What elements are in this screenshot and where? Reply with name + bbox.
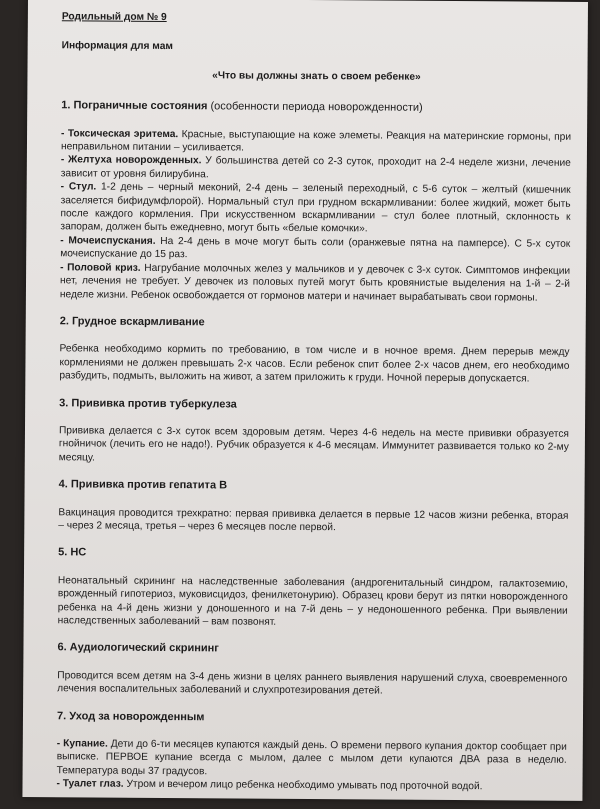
section-text: Ребенка необходимо кормить по требованию, в том числе и в ночное время. Днем перерыв между кормлениями не должен превышать 2-х часов. Если ребенок спит более 2-х часов днем, его необходимо разбудить, подмыть, выложить на живот, а затем приложить к груди. Ночной перерыв допускается. xyxy=(59,343,570,385)
section-title: 5. НС xyxy=(58,546,87,559)
info-heading: Информация для мам xyxy=(61,40,173,53)
section-text: Прививка делается с 3-х суток всем здоровым детям. Через 4-6 недель на месте прививки образуется гнойничок (лечить его не надо!). Рубчик образуется к 4-6 месяцам. Иммунитет развивается только ко 2-му месяцу. xyxy=(58,425,570,464)
paragraph-bathing: - Купание. Дети до 6-ти месяцев купаются каждый день. О времени первого купания доктор сообщает при выписке. ПЕРВОЕ купание всегда с мылом, далее с мылом дети купаются ДВА раза в неделю. Температура воды 37 градусов. xyxy=(56,738,567,778)
section-title: 4. Прививка против гепатита В xyxy=(58,478,228,492)
paragraph-urination: - Мочеиспускания. На 2-4 день в моче могут быть соли (оранжевые пятна на памперсе). С 5-х суток мочеиспускание до 15 раз. xyxy=(60,235,571,261)
section-title: 6. Аудиологический скрининг xyxy=(57,641,219,655)
section-title: 7. Уход за новорожденным xyxy=(56,709,205,723)
paragraph-eye-care: - Туалет глаз. Утром и вечером лицо ребенка необходимо умывать под проточной водой. xyxy=(56,778,483,793)
section-newborn-care xyxy=(56,710,567,795)
paragraph-sexual-crisis: - Половой криз. Нагрубание молочных желез у мальчиков и у девочек с 3-х суток. Симптомов инфекции нет, лечения не требует. У девочек из половых путей могут быть кровянистые выделения на 1-й – 2-й неделе жизни. Ребенок освобождается от гормонов матери и начинает вырабатывать свои гормоны. xyxy=(59,261,571,304)
section-title: 1. Пограничные состояния (особенности периода новорожденности) xyxy=(61,99,423,115)
section-text: Вакцинация проводится трехкратно: первая прививка делается в первые 12 часов жизни ребенка, вторая – через 2 месяца, третья – через 6 месяцев после первой. xyxy=(58,506,569,534)
section-tuberculosis-vaccine xyxy=(59,397,569,468)
paragraph-jaundice: - Желтуха новорожденных. У большинства детей со 2-3 суток, проходит на 2-4 неделе жизни, лечение зависит от уровня билирубина. xyxy=(60,154,571,181)
document-content xyxy=(56,10,572,808)
paragraph-toxic-erythema: - Токсическая эритема. Красные, выступающие на коже элеметы. Реакция на материнские гормоны, при неправильном питании – усиливается. xyxy=(60,127,572,154)
document-subtitle: «Что вы должны знать о своем ребенке» xyxy=(212,70,421,83)
section-text: Проводится всем детям на 3-4 день жизни в целях раннего выявления нарушений слуха, своевременного лечения воспалительных заболеваний и слухпротезирования детей. xyxy=(57,670,568,697)
section-neonatal-screening xyxy=(58,547,569,632)
section-borderline-states xyxy=(60,99,571,304)
document-page xyxy=(22,0,588,801)
organization-name: Родильный дом № 9 xyxy=(61,11,167,24)
paragraph-stool: - Стул. 1-2 день – черный меконий, 2-4 день – зеленый переходный, с 5-6 суток – желтый (кишечник заселяется бифидумфлорой). Нормальный стул при грудном вскармливании: более жидкий, может быть после каждого кормления. При искусственном вскармливании – стул более плотный, склонность к запорам, должен быть ежедневно, могут быть «белые комочки». xyxy=(60,181,571,235)
section-title: 3. Прививка против туберкулеза xyxy=(59,396,237,411)
section-audiological-screening xyxy=(57,642,567,700)
section-text: Неонатальный скрининг на наследственные заболевания (андрогенитальный синдром, галактоземию, врожденный гипотериоз, муковисцидоз, фенилкетонурию). Образец крови берут из пятки новорожденного ребенка на 4-й день жизни у доношенного и на 7-й день – у недоношенного ребенка. При выявлении наследственных заболеваний – вам позвонят. xyxy=(57,575,568,628)
section-hepatitis-vaccine xyxy=(58,478,568,536)
section-title: 2. Грудное вскармливание xyxy=(59,315,205,329)
section-breastfeeding xyxy=(59,315,569,386)
